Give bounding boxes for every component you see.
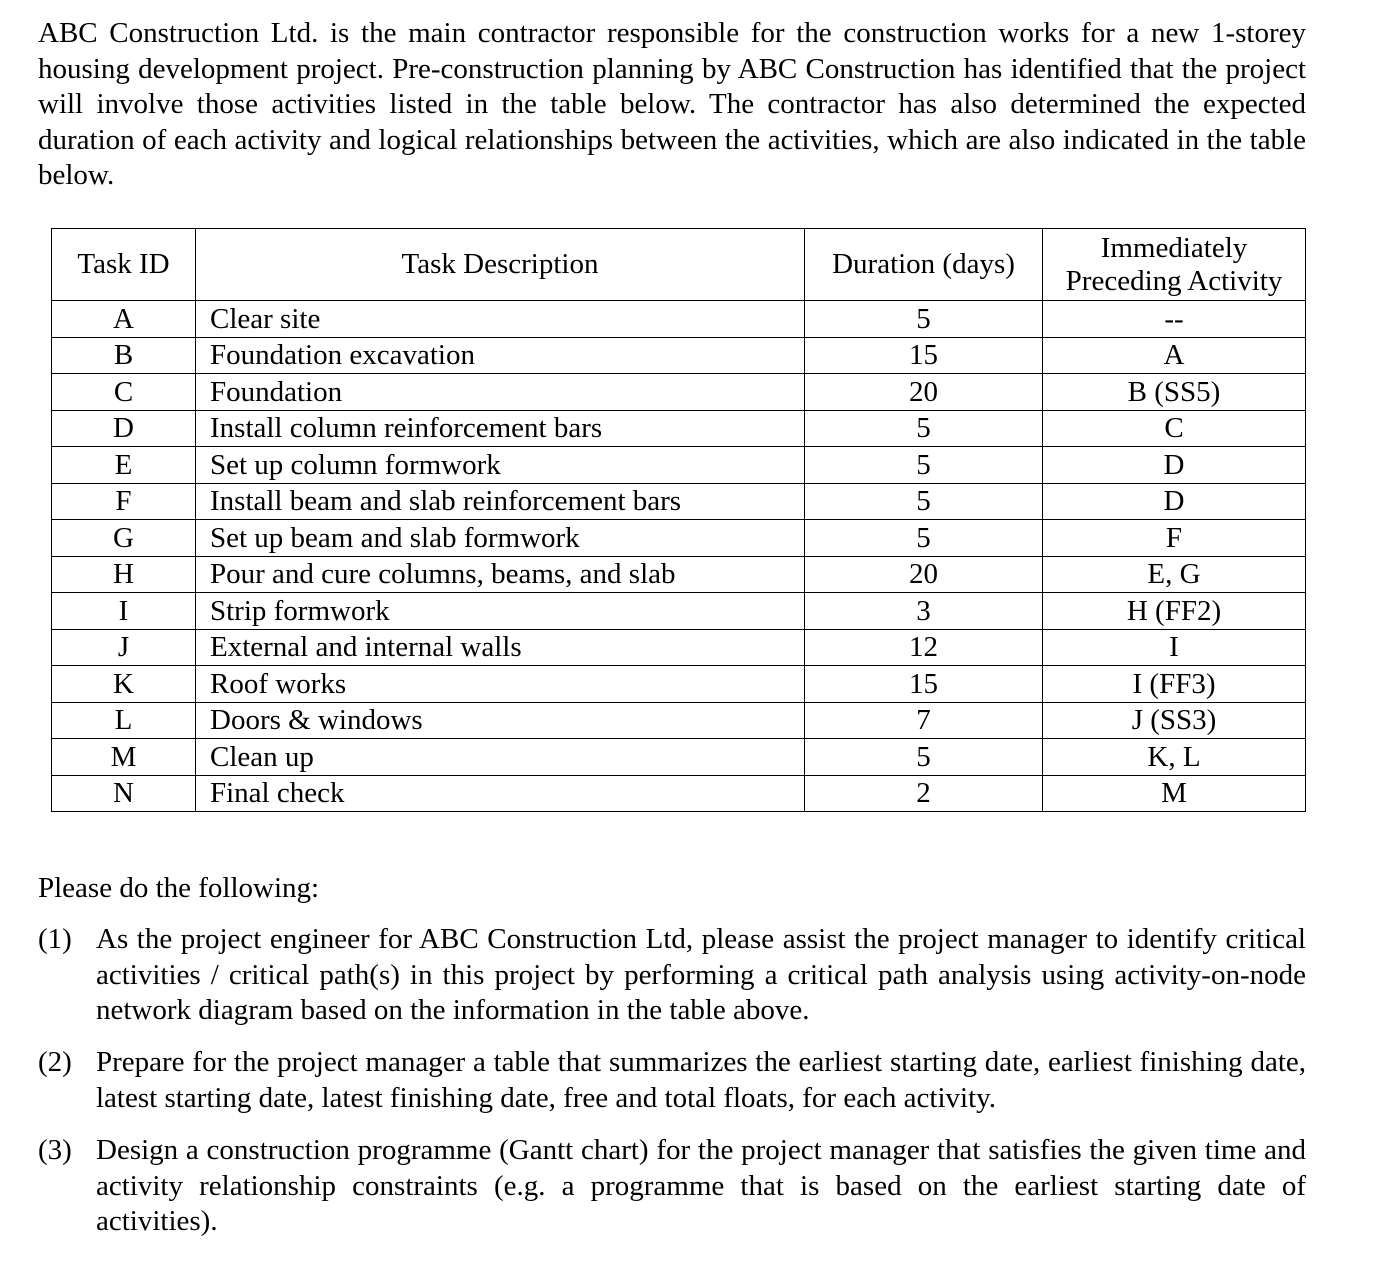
preceding-activity-cell: I [1043,629,1306,666]
task-id-cell: F [52,483,196,520]
question-text: Design a construction programme (Gantt chart) for the project manager that satisfies the given time and activity relationship constraints (e.g. a programme that is based on the earliest starting date of activities). [96,1134,1306,1237]
preceding-activity-cell: J (SS3) [1043,702,1306,739]
task-id-cell: J [52,629,196,666]
task-description-cell: Pour and cure columns, beams, and slab [196,556,805,593]
duration-cell: 5 [805,520,1043,557]
preceding-activity-cell: C [1043,410,1306,447]
task-id-cell: C [52,374,196,411]
question-1 [38,922,1306,1029]
header-task-id: Task ID [52,229,196,301]
preceding-activity-cell: B (SS5) [1043,374,1306,411]
task-id-cell: E [52,447,196,484]
instructions-heading: Please do the following: [38,872,320,904]
duration-cell: 5 [805,739,1043,776]
task-description-cell: Clean up [196,739,805,776]
task-description-cell: Roof works [196,666,805,703]
task-description-cell: Doors & windows [196,702,805,739]
table-row [52,410,1306,447]
task-description-cell: Foundation [196,374,805,411]
table-header-row [52,229,1306,301]
preceding-activity-cell: E, G [1043,556,1306,593]
task-description-cell: Clear site [196,301,805,338]
duration-cell: 20 [805,374,1043,411]
preceding-activity-cell: H (FF2) [1043,593,1306,630]
preceding-activity-cell: I (FF3) [1043,666,1306,703]
task-id-cell: G [52,520,196,557]
question-text: Prepare for the project manager a table that summarizes the earliest starting date, earliest finishing date, latest starting date, latest finishing date, free and total floats, for each activity. [96,1046,1306,1114]
header-duration: Duration (days) [805,229,1043,301]
preceding-activity-cell: K, L [1043,739,1306,776]
header-preceding-line1: Immediately [1100,231,1248,264]
task-table-body [52,301,1306,812]
preceding-activity-cell: M [1043,775,1306,812]
table-row [52,556,1306,593]
task-description-cell: Final check [196,775,805,812]
task-id-cell: B [52,337,196,374]
task-description-cell: Foundation excavation [196,337,805,374]
table-row [52,775,1306,812]
question-2 [38,1045,1306,1116]
preceding-activity-cell: -- [1043,301,1306,338]
preceding-activity-cell: D [1043,447,1306,484]
table-row [52,520,1306,557]
duration-cell: 2 [805,775,1043,812]
task-id-cell: M [52,739,196,776]
table-row [52,374,1306,411]
duration-cell: 15 [805,337,1043,374]
table-row [52,337,1306,374]
task-id-cell: I [52,593,196,630]
duration-cell: 3 [805,593,1043,630]
duration-cell: 12 [805,629,1043,666]
table-row [52,629,1306,666]
intro-paragraph: ABC Construction Ltd. is the main contractor responsible for the construction works for a new 1-storey housing development project. Pre-construction planning by ABC Construction has identified that the project will involve those activities listed in the table below. The contractor has also determined the expected duration of each activity and logical relationships between the activities, which are also indicated in the table below. [38,17,1306,191]
question-number: (3) [38,1134,72,1166]
question-text: As the project engineer for ABC Construction Ltd, please assist the project manager to identify critical activities / critical path(s) in this project by performing a critical path analysis using activity-on-node network diagram based on the information in the table above. [96,923,1306,1026]
table-row [52,593,1306,630]
task-description-cell: External and internal walls [196,629,805,666]
duration-cell: 15 [805,666,1043,703]
duration-cell: 5 [805,301,1043,338]
table-row [52,666,1306,703]
question-number: (1) [38,923,72,955]
task-description-cell: Install beam and slab reinforcement bars [196,483,805,520]
duration-cell: 5 [805,410,1043,447]
table-row [52,447,1306,484]
task-description-cell: Set up beam and slab formwork [196,520,805,557]
preceding-activity-cell: A [1043,337,1306,374]
task-description-cell: Set up column formwork [196,447,805,484]
task-id-cell: H [52,556,196,593]
table-row [52,702,1306,739]
task-table [51,228,1306,812]
header-task-description: Task Description [196,229,805,301]
table-row [52,739,1306,776]
task-id-cell: N [52,775,196,812]
table-row [52,301,1306,338]
duration-cell: 5 [805,447,1043,484]
duration-cell: 7 [805,702,1043,739]
duration-cell: 20 [805,556,1043,593]
task-description-cell: Strip formwork [196,593,805,630]
preceding-activity-cell: F [1043,520,1306,557]
header-preceding-line2: Preceding Activity [1065,264,1283,297]
task-id-cell: A [52,301,196,338]
preceding-activity-cell: D [1043,483,1306,520]
question-number: (2) [38,1046,72,1078]
task-id-cell: D [52,410,196,447]
header-preceding-activity [1043,229,1306,301]
table-row [52,483,1306,520]
question-3 [38,1133,1306,1240]
task-description-cell: Install column reinforcement bars [196,410,805,447]
duration-cell: 5 [805,483,1043,520]
task-id-cell: K [52,666,196,703]
task-id-cell: L [52,702,196,739]
